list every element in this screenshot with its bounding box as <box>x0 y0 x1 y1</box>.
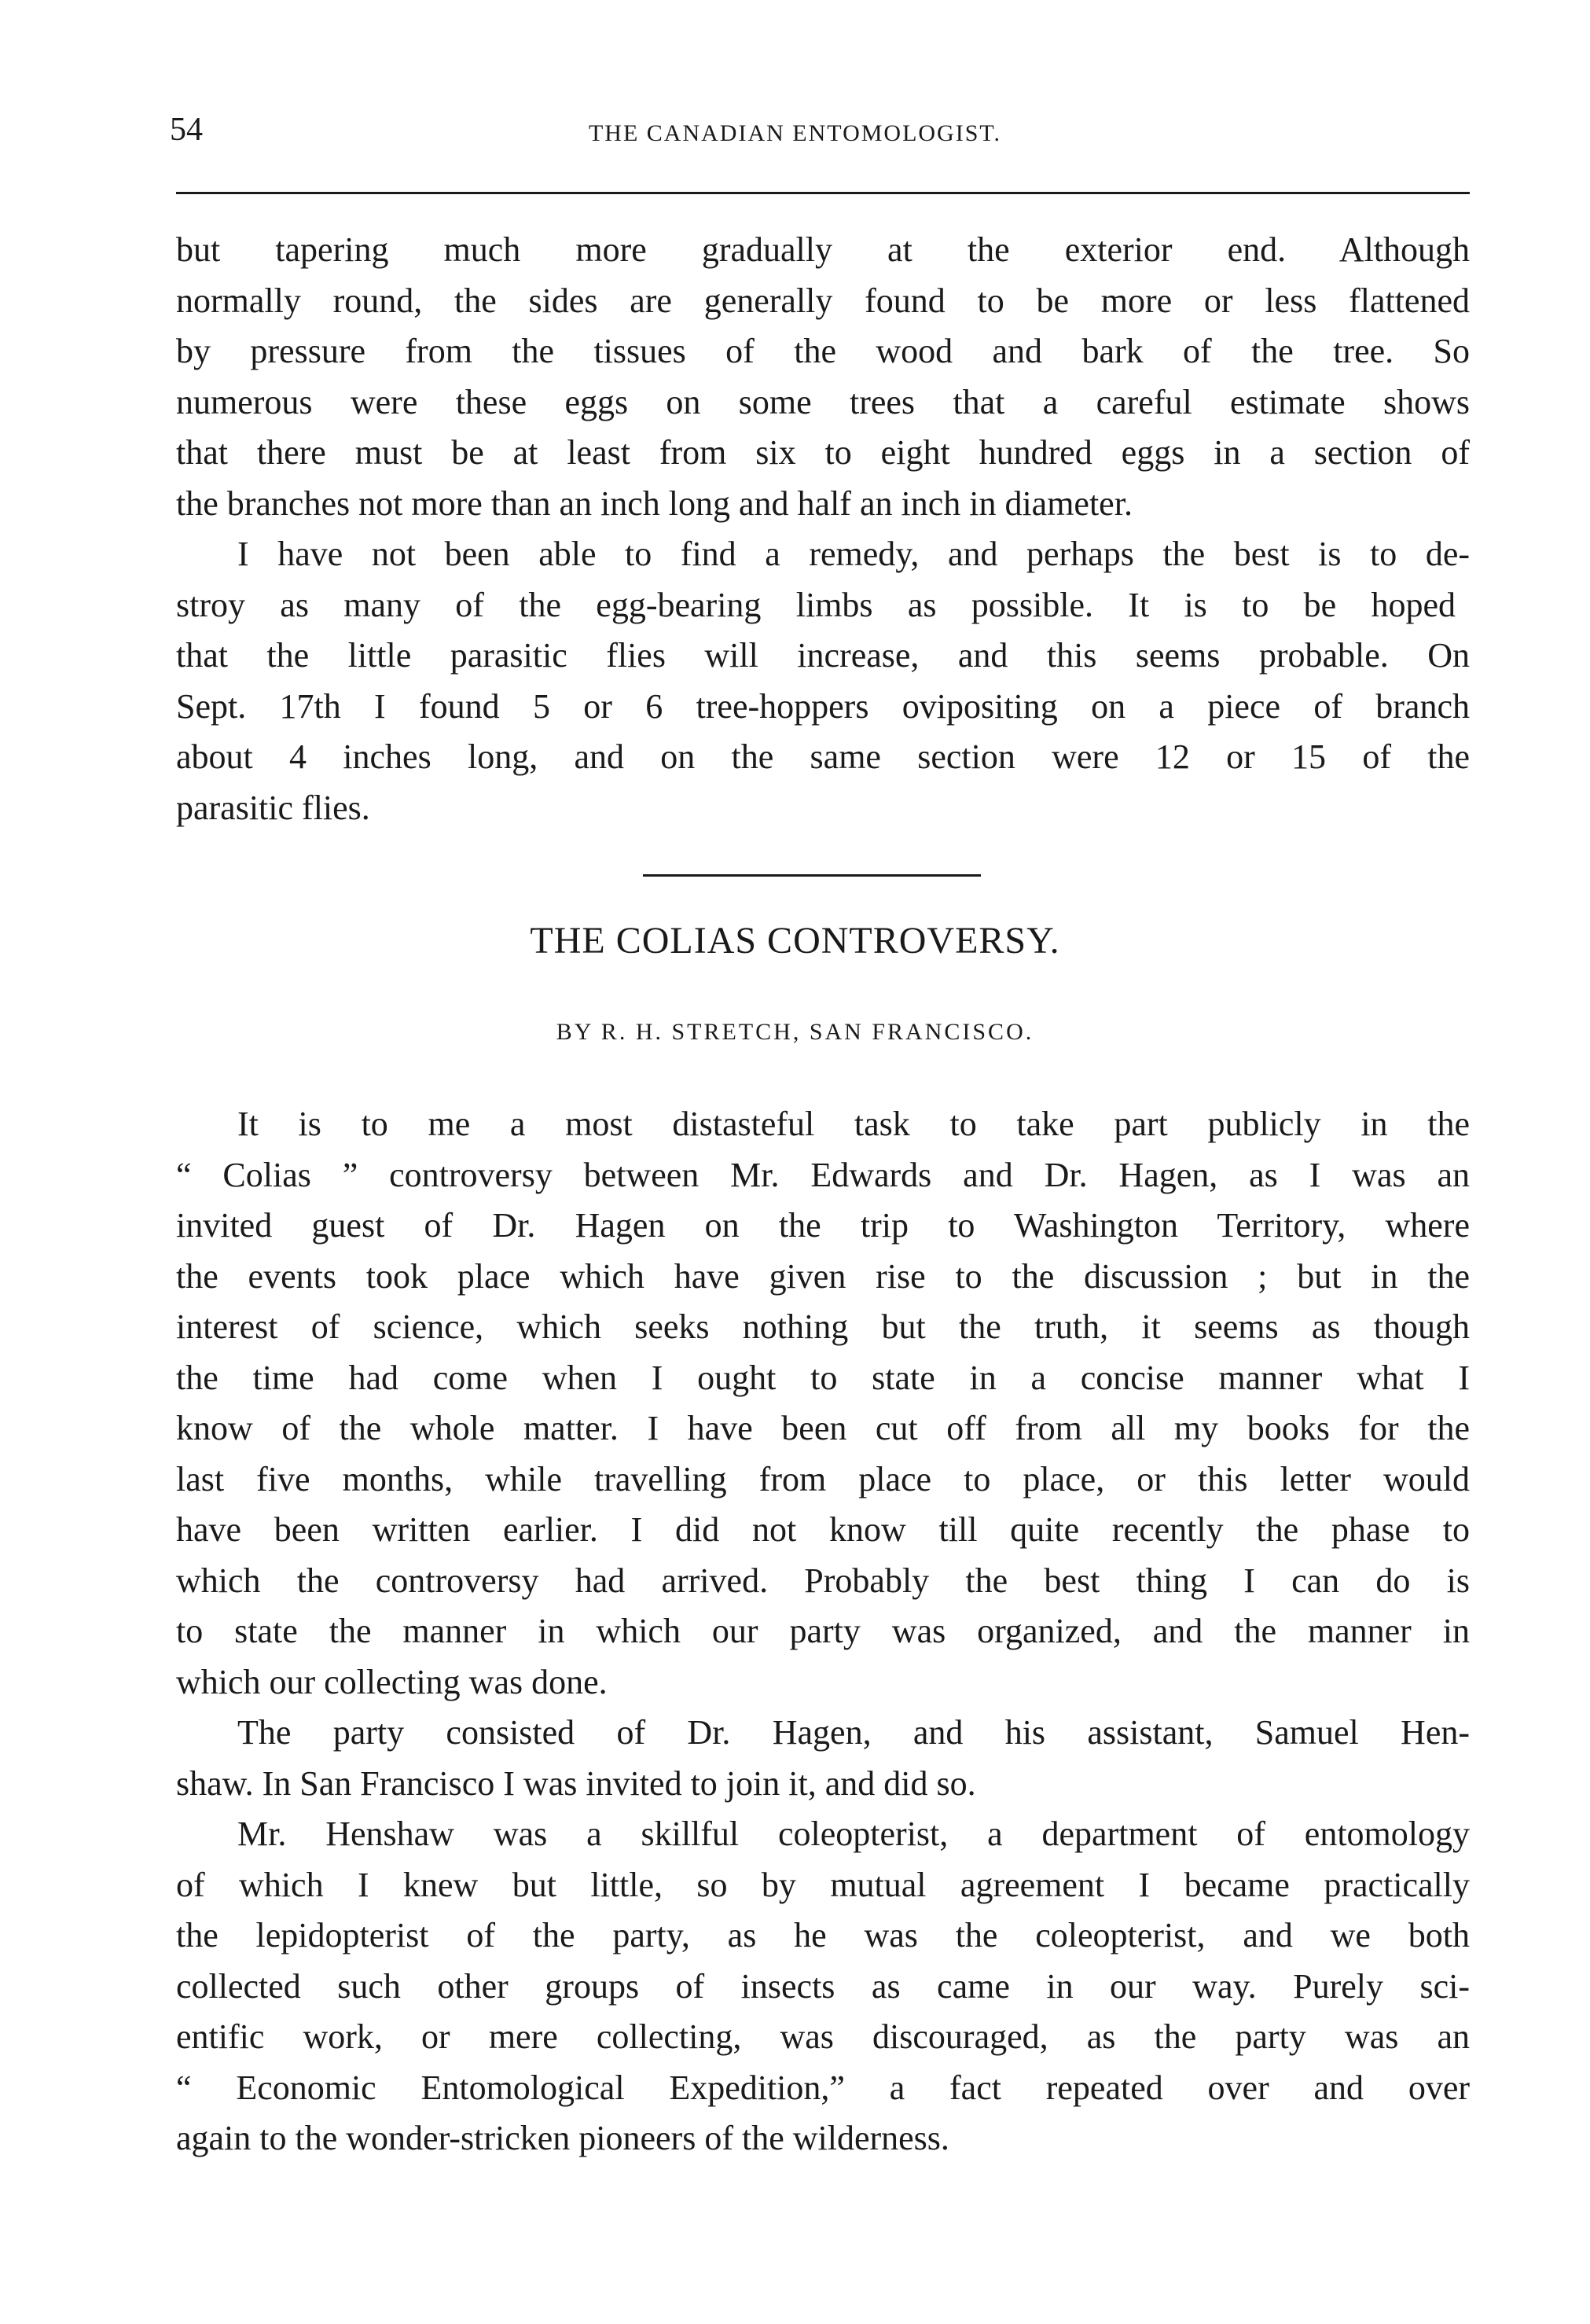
paragraph-continued-1 <box>176 225 1470 529</box>
text-line: normally round, the sides are generally found to be more or less flattened <box>176 281 1470 320</box>
text-line: Sept. 17th I found 5 or 6 tree-hoppers ovipositing on a piece of branch <box>176 686 1470 726</box>
text-line: which the controversy had arrived. Probably the best thing I can do is <box>176 1561 1470 1600</box>
text-line: again to the wonder-stricken pioneers of the wilderness. <box>176 2119 949 2157</box>
text-line: shaw. In San Francisco I was invited to join it, and did so. <box>176 1763 976 1803</box>
article-paragraph-1 <box>176 1099 1470 1708</box>
text-line: The party consisted of Dr. Hagen, and his assistant, Samuel Hen- <box>237 1713 1470 1752</box>
page-number: 54 <box>170 112 203 148</box>
text-line: about 4 inches long, and on the same section were 12 or 15 of the <box>176 737 1470 776</box>
section-divider <box>643 874 981 877</box>
text-line: I have not been able to find a remedy, and perhaps the best is to de- <box>237 535 1470 573</box>
text-line: that the little parasitic flies will increase, and this seems probable. On <box>176 636 1470 675</box>
paragraph-continued-2 <box>176 529 1470 833</box>
text-line: numerous were these eggs on some trees that a careful estimate shows <box>176 382 1470 421</box>
text-line: It is to me a most distasteful task to take part publicly in the <box>237 1105 1470 1143</box>
text-line: the events took place which have given rise to the discussion ; but in the <box>176 1256 1470 1296</box>
text-line: but tapering much more gradually at the exterior end. Although <box>176 230 1470 269</box>
text-line: interest of science, which seeks nothing but the truth, it seems as though <box>176 1307 1470 1346</box>
article-byline: BY R. H. STRETCH, SAN FRANCISCO. <box>556 1019 1034 1045</box>
header-rule <box>176 192 1470 194</box>
text-line: the time had come when I ought to state in a concise manner what I <box>176 1358 1470 1397</box>
text-line: to state the manner in which our party was organized, and the manner in <box>176 1612 1470 1650</box>
text-line: “ Colias ” controversy between Mr. Edwards and Dr. Hagen, as I was an <box>176 1155 1470 1194</box>
text-line: parasitic flies. <box>176 788 370 827</box>
text-line: that there must be at least from six to eight hundred eggs in a section of <box>176 433 1470 472</box>
text-line: collected such other groups of insects as came in our way. Purely sci- <box>176 1966 1470 2006</box>
text-line: the lepidopterist of the party, as he was the coleopterist, and we both <box>176 1916 1470 1954</box>
text-line: of which I knew but little, so by mutual agreement I became practically <box>176 1865 1470 1904</box>
text-line: by pressure from the tissues of the wood and bark of the tree. So <box>176 332 1470 370</box>
article-paragraph-2 <box>176 1708 1470 1809</box>
text-line: Mr. Henshaw was a skillful coleopterist, a department of entomology <box>237 1815 1470 1853</box>
text-line: last five months, while travelling from place to place, or this letter would <box>176 1459 1470 1498</box>
text-line: know of the whole matter. I have been cut off from all my books for the <box>176 1409 1470 1447</box>
text-line: have been written earlier. I did not know till quite recently the phase to <box>176 1510 1470 1549</box>
text-line: entific work, or mere collecting, was discouraged, as the party was an <box>176 2017 1470 2056</box>
text-line: “ Economic Entomological Expedition,” a fact repeated over and over <box>176 2068 1470 2107</box>
article-title: THE COLIAS CONTROVERSY. <box>530 920 1060 962</box>
article-paragraph-3 <box>176 1809 1470 2164</box>
text-line: which our collecting was done. <box>176 1662 608 1701</box>
text-line: invited guest of Dr. Hagen on the trip to Washington Territory, where <box>176 1206 1470 1245</box>
text-line: stroy as many of the egg-bearing limbs as possible. It is to be hoped <box>176 585 1456 624</box>
text-line: the branches not more than an inch long and half an inch in diameter. <box>176 484 1133 523</box>
running-head: THE CANADIAN ENTOMOLOGIST. <box>588 120 1001 146</box>
